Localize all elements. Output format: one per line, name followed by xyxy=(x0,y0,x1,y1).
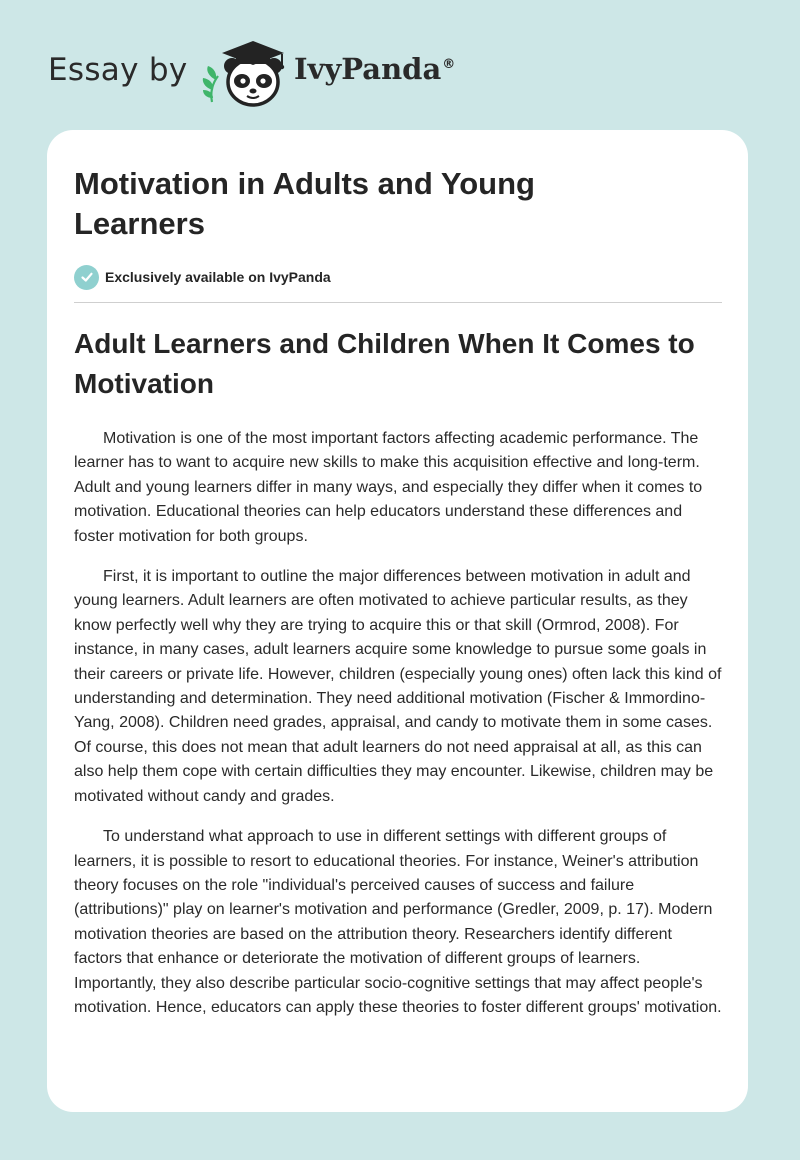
panda-graduate-icon xyxy=(202,36,294,110)
registered-mark: ® xyxy=(442,57,456,73)
essay-card xyxy=(47,130,748,1112)
site-header xyxy=(48,30,648,110)
title-divider xyxy=(74,302,722,303)
brand-name: IvyPanda® xyxy=(294,52,456,86)
paragraph: To understand what approach to use in different settings with different groups of learners, it is possible to resort to educational theories. For instance, Weiner's attribution theory focuses on the role "individual's perceived causes of success and failure (attributions)" play on learner's motivation and performance (Gredler, 2009, p. 17). Modern motivation theories are based on the attribution theory. Researchers identify different factors that enhance or deteriorate the motivation of different groups of learners. Importantly, they also describe particular socio-cognitive settings that may affect people's motivation. Hence, educators can apply these theories to foster different groups' motivation. xyxy=(74,828,722,1016)
document-title: Motivation in Adults and Young Learners xyxy=(74,166,535,241)
paragraph: Motivation is one of the most important factors affecting academic performance. The learner has to want to acquire new skills to make this acquisition effective and long-term. Adult and young learners differ in many ways, and especially they differ when it comes to motivation. Educational theories can help educators understand these differences and foster motivation for both groups. xyxy=(74,430,703,545)
exclusive-badge xyxy=(74,264,331,290)
essay-body xyxy=(74,427,722,1036)
check-circle-icon xyxy=(74,265,99,290)
section-heading: Adult Learners and Children When It Comes to Motivation xyxy=(74,328,695,399)
essay-by-label: Essay by xyxy=(48,52,188,88)
paragraph: First, it is important to outline the major differences between motivation in adult and young learners. Adult learners are often motivated to achieve particular results, as they know perfectly well why they are trying to acquire this or that skill (Ormrod, 2008). For instance, in many cases, adult learners acquire some knowledge to pursue some goals in their careers or private life. However, children (especially young ones) often lack this kind of understanding and determination. They need additional motivation (Fischer & Immordino-Yang, 2008). Children need grades, appraisal, and candy to motivate them in some cases. Of course, this does not mean that adult learners do not need appraisal at all, as this can also help them cope with certain difficulties they may encounter. Likewise, children may be motivated without candy and grades. xyxy=(74,568,722,805)
badge-label: Exclusively available on IvyPanda xyxy=(105,269,331,285)
